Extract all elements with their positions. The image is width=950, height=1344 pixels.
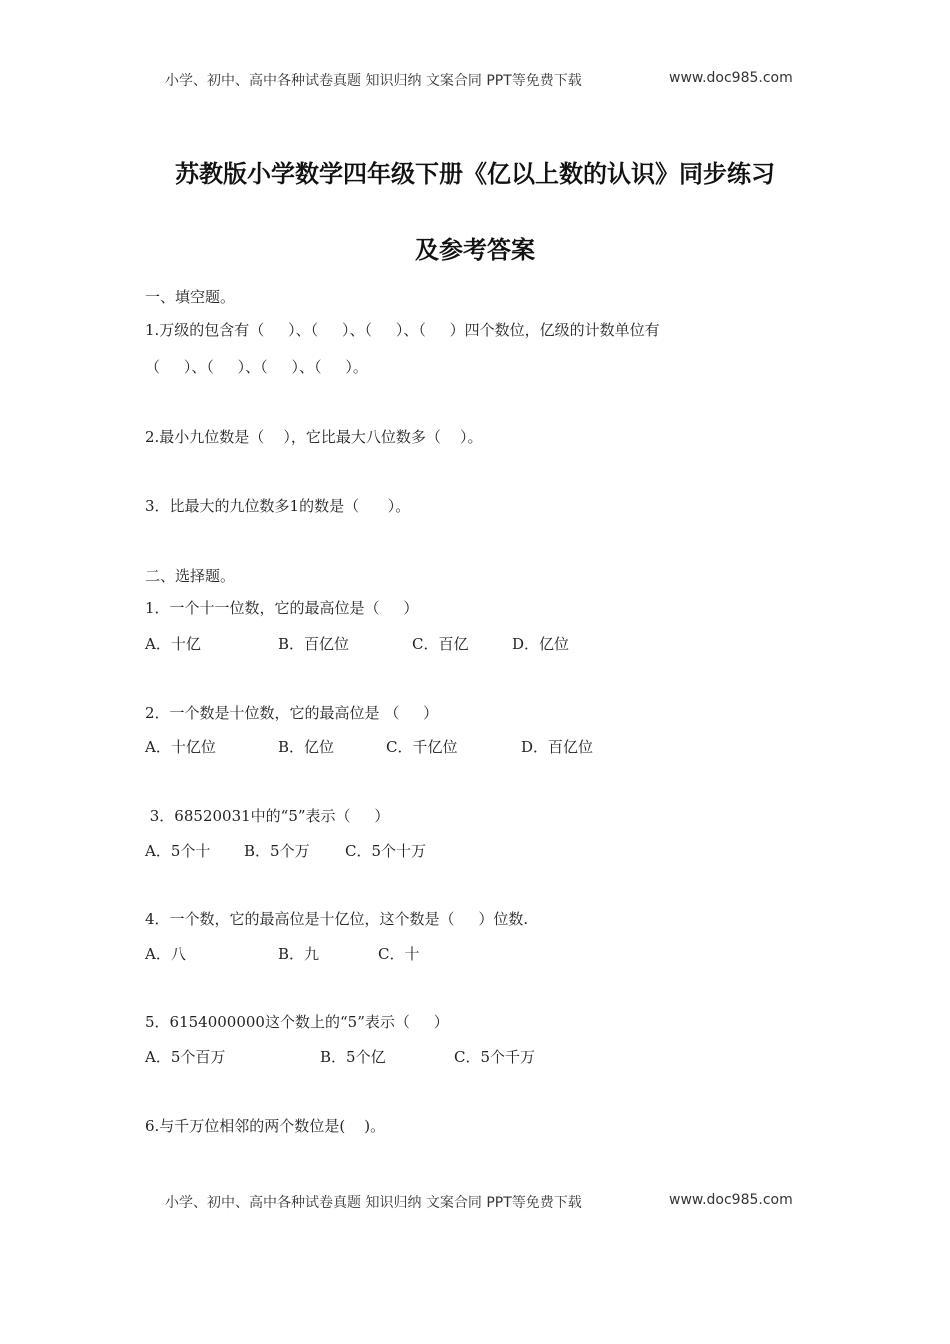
choice-5-option-c: C．5个千万 bbox=[454, 1048, 536, 1066]
document-title-line1: 苏教版小学数学四年级下册《亿以上数的认识》同步练习 bbox=[175, 160, 775, 188]
choice-3-option-c: C．5个十万 bbox=[345, 842, 427, 860]
footer-promo-text: 小学、初中、高中各种试卷真题 知识归纳 文案合同 PPT等免费下载 bbox=[165, 1195, 582, 1211]
document-title-line2: 及参考答案 bbox=[415, 236, 535, 264]
question-fill-1-line2: （ ）、（ ）、（ ）、（ ）。 bbox=[145, 358, 368, 376]
choice-5-option-b: B．5个亿 bbox=[320, 1048, 386, 1066]
question-choice-1: 1．一个十一位数，它的最高位是（ ） bbox=[145, 599, 419, 617]
choice-1-option-a: A．十亿 bbox=[145, 635, 201, 653]
question-choice-4: 4．一个数，它的最高位是十亿位，这个数是（ ）位数. bbox=[145, 910, 529, 928]
choice-1-option-b: B．百亿位 bbox=[278, 635, 350, 653]
choice-2-option-a: A．十亿位 bbox=[145, 738, 216, 756]
choice-2-option-b: B．亿位 bbox=[278, 738, 335, 756]
question-fill-2: 2.最小九位数是（ ），它比最大八位数多（ ）。 bbox=[145, 428, 483, 446]
choice-4-option-b: B．九 bbox=[278, 945, 320, 963]
question-choice-2: 2．一个数是十位数，它的最高位是 （ ） bbox=[145, 704, 439, 722]
footer-site-url[interactable]: www.doc985.com bbox=[669, 1192, 793, 1208]
choice-2-option-d: D．百亿位 bbox=[521, 738, 594, 756]
question-choice-5: 5．6154000000这个数上的“5”表示（ ） bbox=[145, 1013, 449, 1031]
choice-1-option-c: C．百亿 bbox=[412, 635, 469, 653]
choice-2-option-c: C．千亿位 bbox=[386, 738, 458, 756]
question-choice-3: 3．68520031中的“5”表示（ ） bbox=[145, 807, 390, 825]
choice-3-option-a: A．5个十 bbox=[145, 842, 211, 860]
header-site-url[interactable]: www.doc985.com bbox=[669, 70, 793, 86]
choice-1-option-d: D．亿位 bbox=[512, 635, 570, 653]
choice-4-option-a: A．八 bbox=[145, 945, 186, 963]
header-promo-text: 小学、初中、高中各种试卷真题 知识归纳 文案合同 PPT等免费下载 bbox=[165, 73, 582, 89]
section1-heading: 一、填空题。 bbox=[145, 288, 236, 306]
choice-3-option-b: B．5个万 bbox=[244, 842, 310, 860]
question-fill-1-line1: 1.万级的包含有（ ）、（ ）、（ ）、（ ）四个数位，亿级的计数单位有 bbox=[145, 321, 660, 339]
question-choice-6: 6.与千万位相邻的两个数位是( )。 bbox=[145, 1117, 386, 1135]
choice-4-option-c: C．十 bbox=[378, 945, 420, 963]
choice-5-option-a: A．5个百万 bbox=[145, 1048, 226, 1066]
question-fill-3: 3．比最大的九位数多1的数是（ ）。 bbox=[145, 497, 411, 515]
section2-heading: 二、选择题。 bbox=[145, 567, 236, 585]
